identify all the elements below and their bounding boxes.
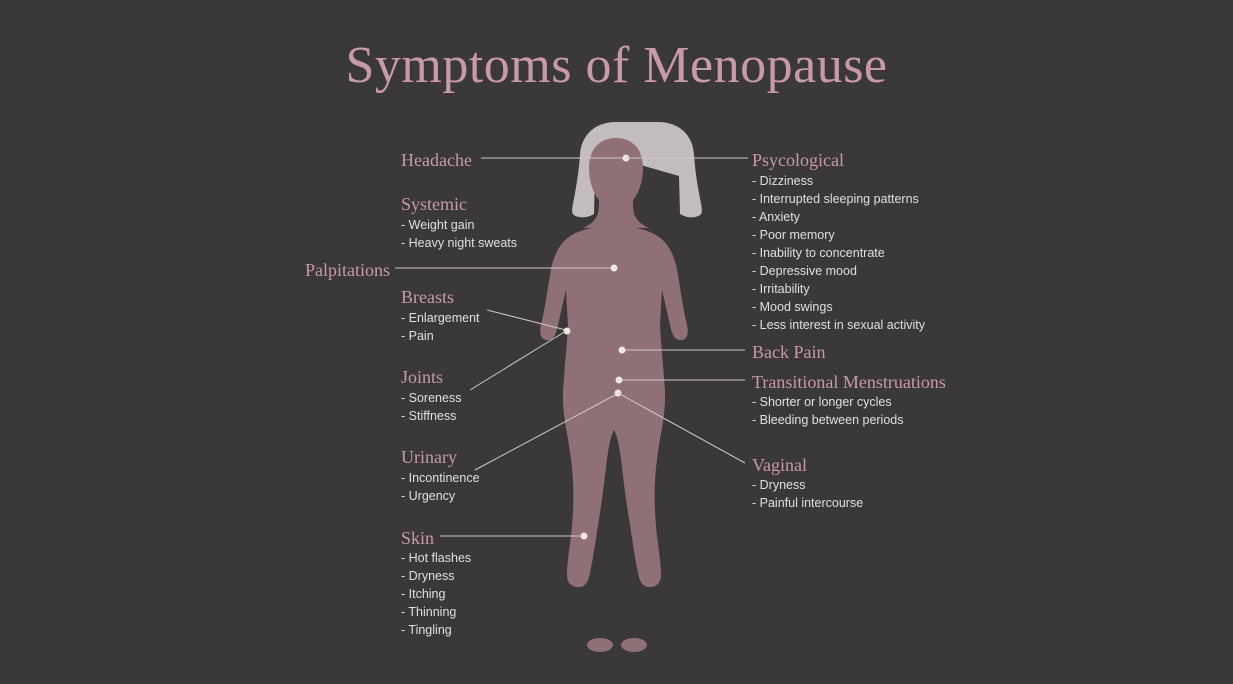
group-head-vaginal[interactable]: Vaginal [752,455,807,475]
list-item: - Urgency [401,489,456,503]
lead-breasts [487,310,566,330]
lead-vaginal [618,393,745,463]
list-item: - Anxiety [752,210,800,224]
group-items-breasts [401,309,480,345]
list-item: - Tingling [401,623,452,637]
group-items-psycological [752,172,925,334]
list-item: - Soreness [401,391,462,405]
group-head-systemic[interactable]: Systemic [401,194,467,214]
group-head-psycological[interactable]: Psycological [752,150,844,170]
dot-back-pain [619,347,626,354]
group-head-urinary[interactable]: Urinary [401,447,457,467]
list-item: - Incontinence [401,471,480,485]
list-item: - Heavy night sweats [401,236,518,250]
list-item: - Stiffness [401,409,457,423]
list-item: - Shorter or longer cycles [752,395,892,409]
group-items-skin [401,549,471,639]
group-items-vaginal [752,476,863,512]
list-item: - Inability to concentrate [752,246,885,260]
list-item: - Dryness [401,569,455,583]
list-item: - Pain [401,329,434,343]
group-head-breasts[interactable]: Breasts [401,287,454,307]
lead-joints [470,331,566,390]
dot-palpitations [611,265,618,272]
list-item: - Enlargement [401,311,480,325]
list-item: - Poor memory [752,228,835,242]
list-item: - Itching [401,587,446,601]
list-item: - Hot flashes [401,551,472,565]
group-items-transitional-menstruations [752,393,904,429]
lead-urinary [475,394,617,470]
list-item: - Irritability [752,282,810,296]
group-head-palpitations[interactable]: Palpitations [305,260,390,280]
list-item: - Painful intercourse [752,496,864,510]
group-items-systemic [401,216,517,252]
list-item: - Less interest in sexual activity [752,318,925,332]
list-item: - Interrupted sleeping patterns [752,192,919,206]
list-item: - Depressive mood [752,264,857,278]
group-head-skin[interactable]: Skin [401,528,435,548]
list-item: - Mood swings [752,300,833,314]
list-item: - Thinning [401,605,457,619]
group-head-joints[interactable]: Joints [401,367,444,387]
page-title: Symptoms of Menopause [345,37,888,94]
group-head-headache[interactable]: Headache [401,150,472,170]
group-head-transitional-menstruations[interactable]: Transitional Menstruations [752,372,946,392]
list-item: - Bleeding between periods [752,413,904,427]
list-item: - Dizziness [752,174,814,188]
dot-skin [581,533,588,540]
dot-transitional [616,377,623,384]
group-items-urinary [401,469,480,505]
dot-breasts [564,328,571,335]
list-item: - Weight gain [401,218,475,232]
group-head-back-pain[interactable]: Back Pain [752,342,826,362]
list-item: - Dryness [752,478,806,492]
group-items-joints [401,389,461,425]
